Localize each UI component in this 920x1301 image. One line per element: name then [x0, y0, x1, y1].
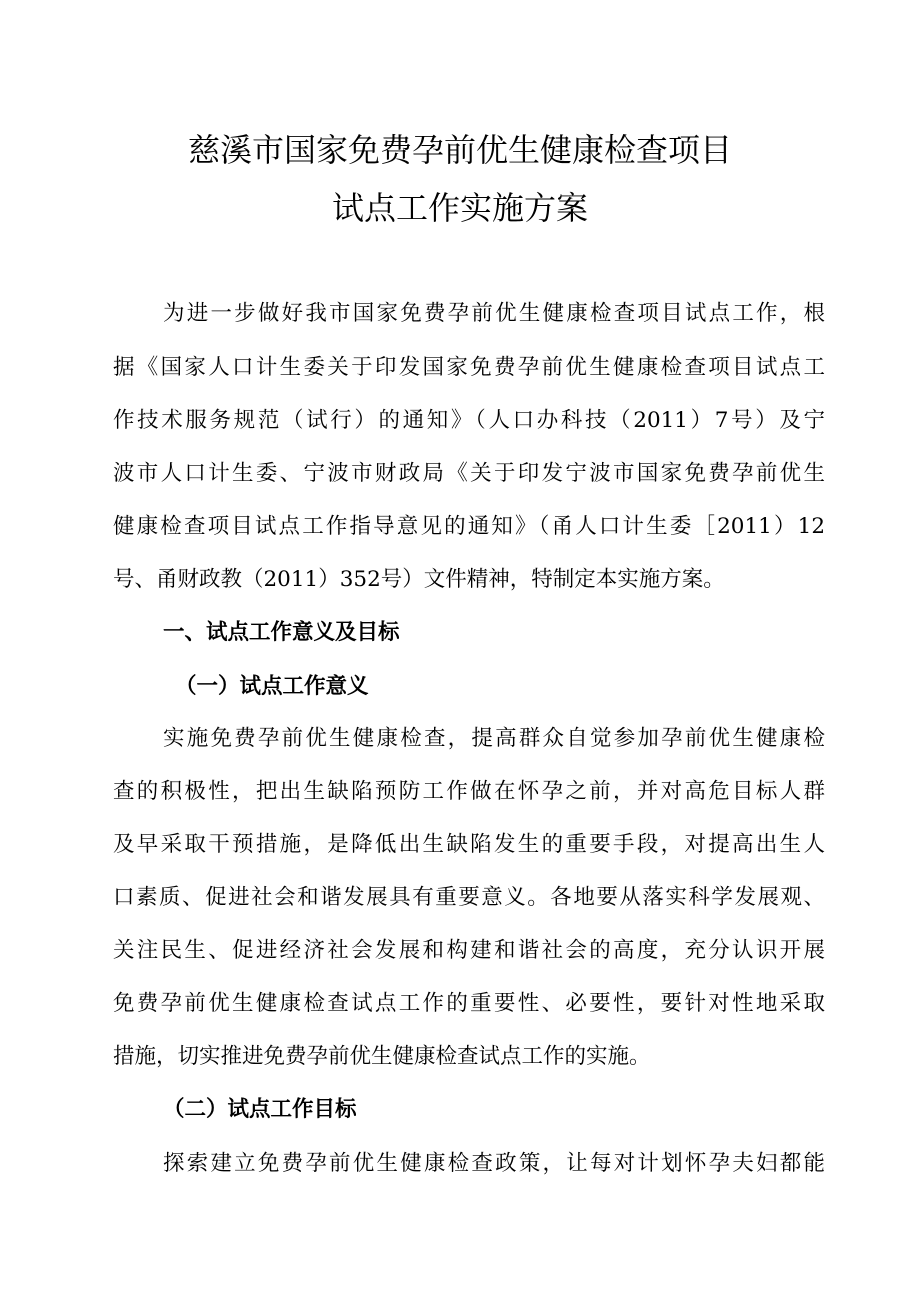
intro-paragraph-line: 号、甬财政教（2011）352号）文件精神，特制定本实施方案。 — [113, 567, 725, 592]
intro-paragraph-line: 据《国家人口计生委关于印发国家免费孕前优生健康检查项目试点工 — [113, 355, 825, 380]
intro-paragraph-line: 为进一步做好我市国家免费孕前优生健康检查项目试点工作，根 — [163, 301, 825, 326]
intro-paragraph-line: 波市人口计生委、宁波市财政局《关于印发宁波市国家免费孕前优生 — [113, 461, 825, 486]
body-paragraph-line: 免费孕前优生健康检查试点工作的重要性、必要性，要针对性地采取 — [113, 991, 825, 1016]
body-paragraph-line: 口素质、促进社会和谐发展具有重要意义。各地要从落实科学发展观、 — [113, 885, 825, 910]
body-paragraph-line: 探索建立免费孕前优生健康检查政策，让每对计划怀孕夫妇都能 — [163, 1151, 825, 1176]
body-paragraph-line: 实施免费孕前优生健康检查，提高群众自觉参加孕前优生健康检 — [163, 726, 825, 751]
body-paragraph-line: 及早采取干预措施，是降低出生缺陷发生的重要手段，对提高出生人 — [113, 832, 825, 857]
section-heading: 一、试点工作意义及目标 — [163, 620, 400, 645]
body-paragraph-line: 措施，切实推进免费孕前优生健康检查试点工作的实施。 — [113, 1044, 651, 1069]
document-title-line-2: 试点工作实施方案 — [331, 189, 588, 227]
subsection-heading: （二）试点工作目标 — [163, 1097, 357, 1122]
document-title-line-1: 慈溪市国家免费孕前优生健康检查项目 — [187, 131, 732, 169]
intro-paragraph-line: 健康检查项目试点工作指导意见的通知》（甬人口计生委［2011）12 — [113, 514, 825, 539]
body-paragraph-line: 查的积极性，把出生缺陷预防工作做在怀孕之前，并对高危目标人群 — [113, 779, 825, 804]
body-paragraph-line: 关注民生、促进经济社会发展和构建和谐社会的高度，充分认识开展 — [113, 938, 825, 963]
subsection-heading: （一）试点工作意义 — [175, 674, 369, 699]
intro-paragraph-line: 作技术服务规范（试行）的通知》（人口办科技（2011）7号）及宁 — [113, 408, 825, 433]
